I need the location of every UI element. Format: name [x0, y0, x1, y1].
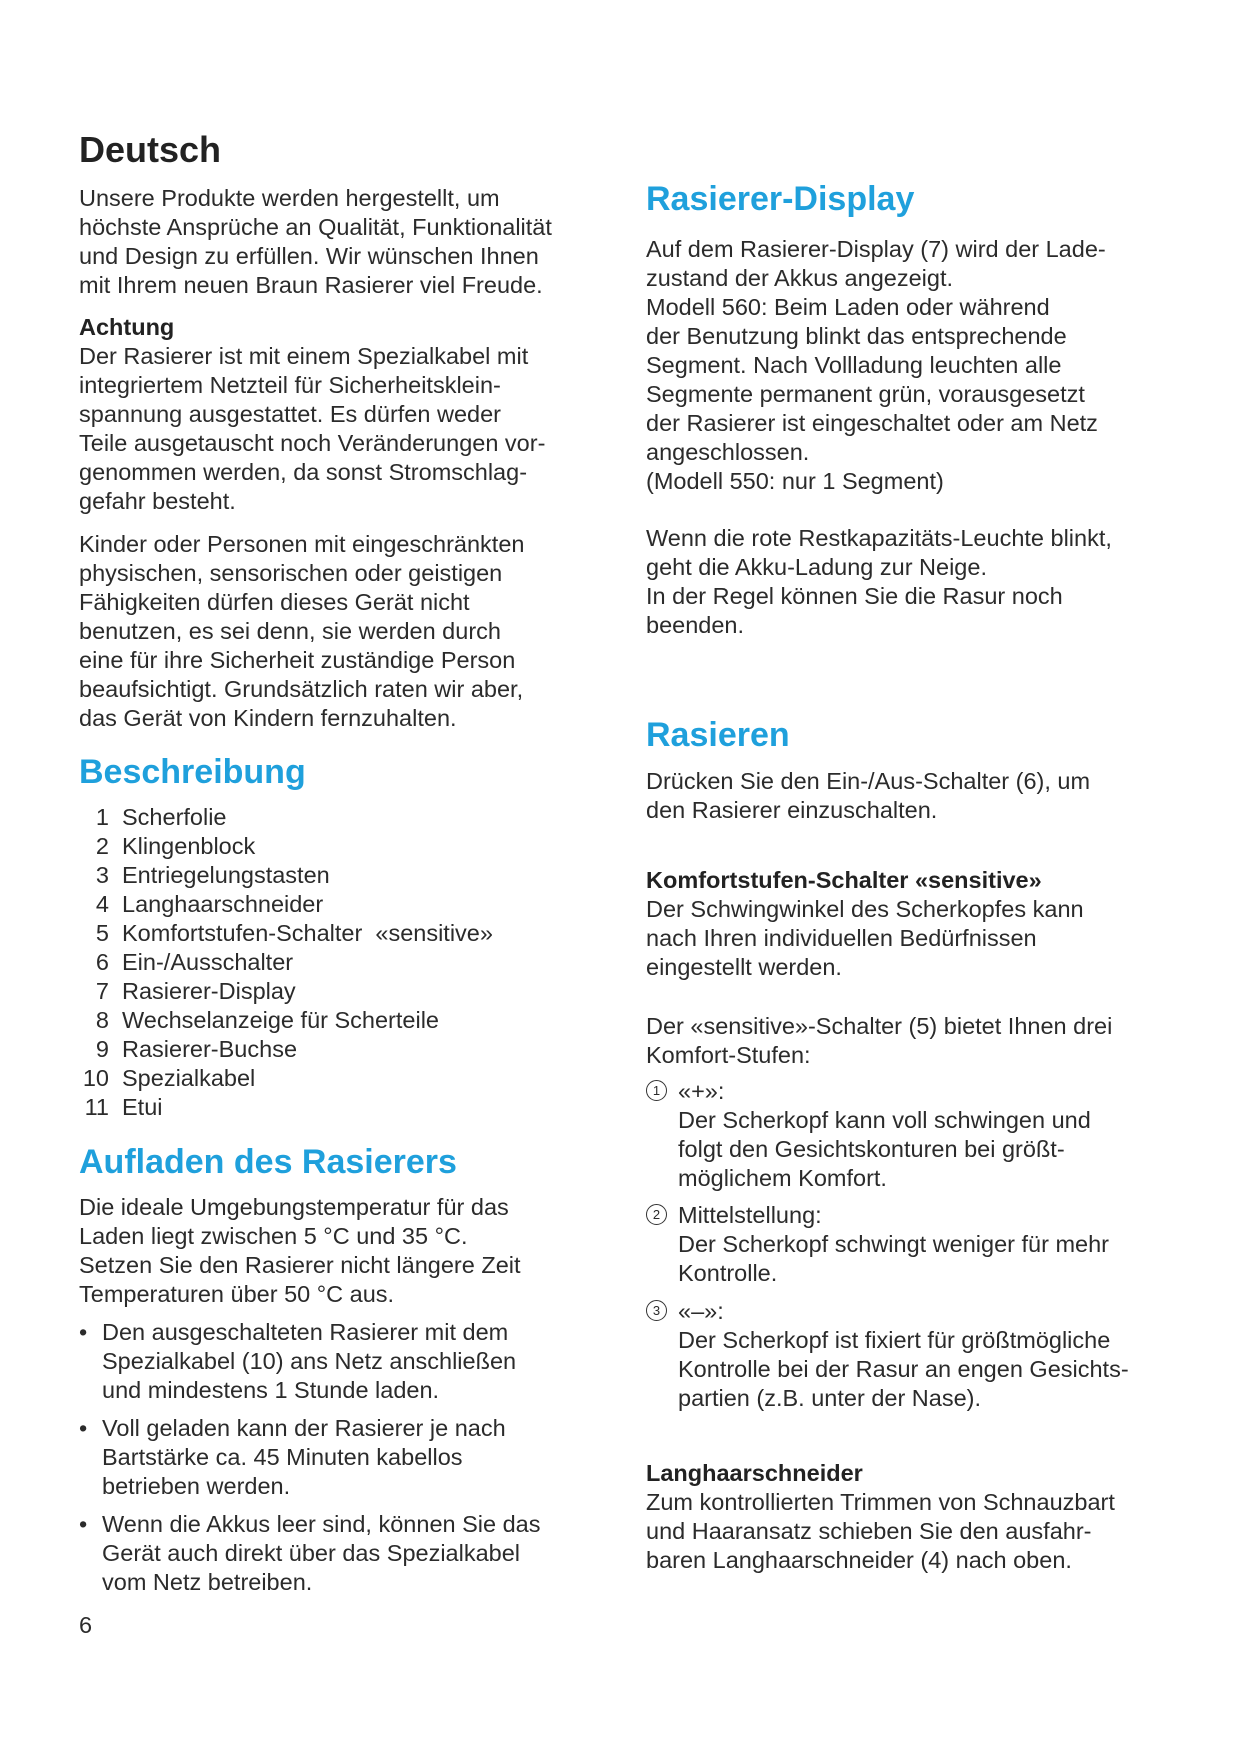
text-line: betrieben werden.: [102, 1473, 291, 1499]
list-item: [79, 919, 619, 948]
text-line: Setzen Sie den Rasierer nicht längere Zeit: [79, 1252, 521, 1278]
item-label: Etui: [122, 1094, 163, 1120]
item-label: Ein-/Ausschalter: [122, 949, 294, 975]
text-line: Zum kontrollierten Trimmen von Schnauzbart: [646, 1489, 1115, 1515]
item-label: Klingenblock: [122, 833, 256, 859]
item-label: Komfortstufen-Schalter «sensitive»: [122, 920, 493, 946]
comfort-title: Komfortstufen-Schalter «sensitive»: [646, 867, 1042, 893]
text-line: spannung ausgestattet. Es dürfen weder: [79, 401, 501, 427]
description-list: [79, 803, 619, 1122]
text-line: Laden liegt zwischen 5 °C und 35 °C.: [79, 1223, 468, 1249]
text-line: Voll geladen kann der Rasierer je nach: [102, 1415, 506, 1441]
item-label: Scherfolie: [122, 804, 227, 830]
text-line: und mindestens 1 Stunde laden.: [102, 1377, 440, 1403]
description-heading: Beschreibung: [79, 753, 306, 791]
text-line: Der «sensitive»-Schalter (5) bietet Ihnen drei: [646, 1013, 1113, 1039]
item-number: 4: [95, 891, 109, 917]
item-number: 2: [95, 833, 109, 859]
item-number: 6: [95, 949, 109, 975]
text-line: geht die Akku-Ladung zur Neige.: [646, 554, 987, 580]
text-line: Den ausgeschalteten Rasierer mit dem: [102, 1319, 509, 1345]
intro-paragraph: [79, 184, 619, 300]
bullet-icon: •: [79, 1319, 88, 1345]
text-line: Modell 560: Beim Laden oder während: [646, 294, 1050, 320]
list-item: [79, 1064, 619, 1093]
bullet-icon: •: [79, 1511, 88, 1537]
page-title: Deutsch: [79, 129, 222, 170]
list-item: [79, 948, 619, 977]
text-line: Der Scherkopf schwingt weniger für mehr: [678, 1231, 1110, 1257]
text-line: Kinder oder Personen mit eingeschränkten: [79, 531, 525, 557]
display-paragraph: [646, 235, 1206, 496]
list-item: [79, 1318, 619, 1405]
charging-heading: Aufladen des Rasierers: [79, 1143, 457, 1181]
comfort-paragraph: [646, 895, 1206, 982]
list-item: [79, 1006, 619, 1035]
text-line: Bartstärke ca. 45 Minuten kabellos: [102, 1444, 463, 1470]
text-line: das Gerät von Kindern fernzuhalten.: [79, 705, 457, 731]
display-heading: Rasierer-Display: [646, 180, 915, 218]
shaving-paragraph: [646, 767, 1206, 825]
text-line: Unsere Produkte werden hergestellt, um: [79, 185, 500, 211]
text-line: Der Rasierer ist mit einem Spezialkabel mit: [79, 343, 529, 369]
item-label: Rasierer-Buchse: [122, 1036, 298, 1062]
text-line: benutzen, es sei denn, sie werden durch: [79, 618, 501, 644]
text-line: Wenn die rote Restkapazitäts-Leuchte blinkt,: [646, 525, 1112, 551]
text-line: Der Scherkopf ist fixiert für größtmögliche: [678, 1327, 1111, 1353]
step-title-row: [646, 1077, 1206, 1106]
text-line: integriertem Netzteil für Sicherheitsklein-: [79, 372, 501, 398]
item-number: 7: [95, 978, 109, 1004]
text-line: Kontrolle.: [678, 1260, 778, 1286]
text-line: angeschlossen.: [646, 439, 810, 465]
list-item: [79, 890, 619, 919]
text-line: (Modell 550: nur 1 Segment): [646, 468, 944, 494]
circled-number-1-icon: 1: [646, 1080, 667, 1101]
text-line: den Rasierer einzuschalten.: [646, 797, 938, 823]
text-line: Komfort-Stufen:: [646, 1042, 811, 1068]
text-line: beenden.: [646, 612, 745, 638]
text-line: möglichem Komfort.: [678, 1165, 887, 1191]
circled-number-3-icon: 3: [646, 1300, 667, 1321]
text-line: Gerät auch direkt über das Spezialkabel: [102, 1540, 521, 1566]
comfort-step-2: [646, 1201, 1206, 1288]
comfort-step-3: [646, 1297, 1206, 1413]
text-line: Teile ausgetauscht noch Veränderungen vor-: [79, 430, 546, 456]
comfort-step-1: [646, 1077, 1206, 1193]
text-line: Fähigkeiten dürfen dieses Gerät nicht: [79, 589, 470, 615]
bullet-icon: •: [79, 1415, 88, 1441]
charging-paragraph: [79, 1193, 619, 1309]
list-item: [79, 1093, 619, 1122]
text-line: Temperaturen über 50 °C aus.: [79, 1281, 395, 1307]
text-line: gefahr besteht.: [79, 488, 236, 514]
step-title-row: [646, 1201, 1206, 1230]
text-line: Die ideale Umgebungstemperatur für das: [79, 1194, 509, 1220]
low-battery-paragraph: [646, 524, 1206, 640]
page-number: 6: [79, 1612, 93, 1638]
text-line: beaufsichtigt. Grundsätzlich raten wir aber,: [79, 676, 524, 702]
text-line: und Haaransatz schieben Sie den ausfahr-: [646, 1518, 1092, 1544]
step-description: [646, 1326, 1206, 1413]
item-label: Langhaarschneider: [122, 891, 324, 917]
list-item: [79, 1414, 619, 1501]
item-label: Entriegelungstasten: [122, 862, 330, 888]
text-line: Kontrolle bei der Rasur an engen Gesichts-: [678, 1356, 1129, 1382]
text-line: Spezialkabel (10) ans Netz anschließen: [102, 1348, 517, 1374]
list-item: [79, 832, 619, 861]
comfort-intro-paragraph: [646, 1012, 1206, 1070]
text-line: Der Schwingwinkel des Scherkopfes kann: [646, 896, 1084, 922]
text-line: partien (z.B. unter der Nase).: [678, 1385, 982, 1411]
item-number: 10: [82, 1065, 109, 1091]
text-line: baren Langhaarschneider (4) nach oben.: [646, 1547, 1072, 1573]
text-line: Wenn die Akkus leer sind, können Sie das: [102, 1511, 541, 1537]
text-line: physischen, sensorischen oder geistigen: [79, 560, 503, 586]
text-line: eine für ihre Sicherheit zuständige Person: [79, 647, 516, 673]
text-line: höchste Ansprüche an Qualität, Funktionalität: [79, 214, 552, 240]
item-number: 3: [95, 862, 109, 888]
step-title: «–»:: [678, 1298, 724, 1324]
item-number: 8: [95, 1007, 109, 1033]
list-item: [79, 977, 619, 1006]
text-line: Der Scherkopf kann voll schwingen und: [678, 1107, 1091, 1133]
text-line: eingestellt werden.: [646, 954, 842, 980]
text-line: Auf dem Rasierer-Display (7) wird der Lade-: [646, 236, 1106, 262]
step-description: [646, 1230, 1206, 1288]
warning-paragraph: [79, 342, 619, 516]
text-line: Segmente permanent grün, vorausgesetzt: [646, 381, 1085, 407]
text-line: der Rasierer ist eingeschaltet oder am Netz: [646, 410, 1098, 436]
item-number: 11: [84, 1094, 109, 1120]
item-number: 9: [95, 1036, 109, 1062]
item-label: Wechselanzeige für Scherteile: [122, 1007, 439, 1033]
text-line: der Benutzung blinkt das entsprechende: [646, 323, 1067, 349]
step-title-row: [646, 1297, 1206, 1326]
warning-title: Achtung: [79, 314, 175, 340]
text-line: Segment. Nach Vollladung leuchten alle: [646, 352, 1062, 378]
trimmer-title: Langhaarschneider: [646, 1460, 863, 1486]
list-item: [79, 1510, 619, 1597]
trimmer-paragraph: [646, 1488, 1206, 1575]
step-description: [646, 1106, 1206, 1193]
step-title: Mittelstellung:: [678, 1202, 822, 1228]
text-line: vom Netz betreiben.: [102, 1569, 313, 1595]
text-line: mit Ihrem neuen Braun Rasierer viel Freude.: [79, 272, 543, 298]
circled-number-2-icon: 2: [646, 1204, 667, 1225]
charging-bullet-list: [79, 1318, 619, 1606]
list-item: [79, 861, 619, 890]
children-warning-paragraph: [79, 530, 619, 733]
text-line: In der Regel können Sie die Rasur noch: [646, 583, 1063, 609]
item-label: Rasierer-Display: [122, 978, 296, 1004]
text-line: genommen werden, da sonst Stromschlag-: [79, 459, 528, 485]
step-title: «+»:: [678, 1078, 725, 1104]
item-number: 1: [95, 804, 109, 830]
item-label: Spezialkabel: [122, 1065, 256, 1091]
list-item: [79, 803, 619, 832]
list-item: [79, 1035, 619, 1064]
item-number: 5: [95, 920, 109, 946]
text-line: zustand der Akkus angezeigt.: [646, 265, 954, 291]
text-line: folgt den Gesichtskonturen bei größt-: [678, 1136, 1065, 1162]
text-line: Drücken Sie den Ein-/Aus-Schalter (6), um: [646, 768, 1091, 794]
shaving-heading: Rasieren: [646, 716, 790, 754]
text-line: nach Ihren individuellen Bedürfnissen: [646, 925, 1037, 951]
text-line: und Design zu erfüllen. Wir wünschen Ihnen: [79, 243, 539, 269]
